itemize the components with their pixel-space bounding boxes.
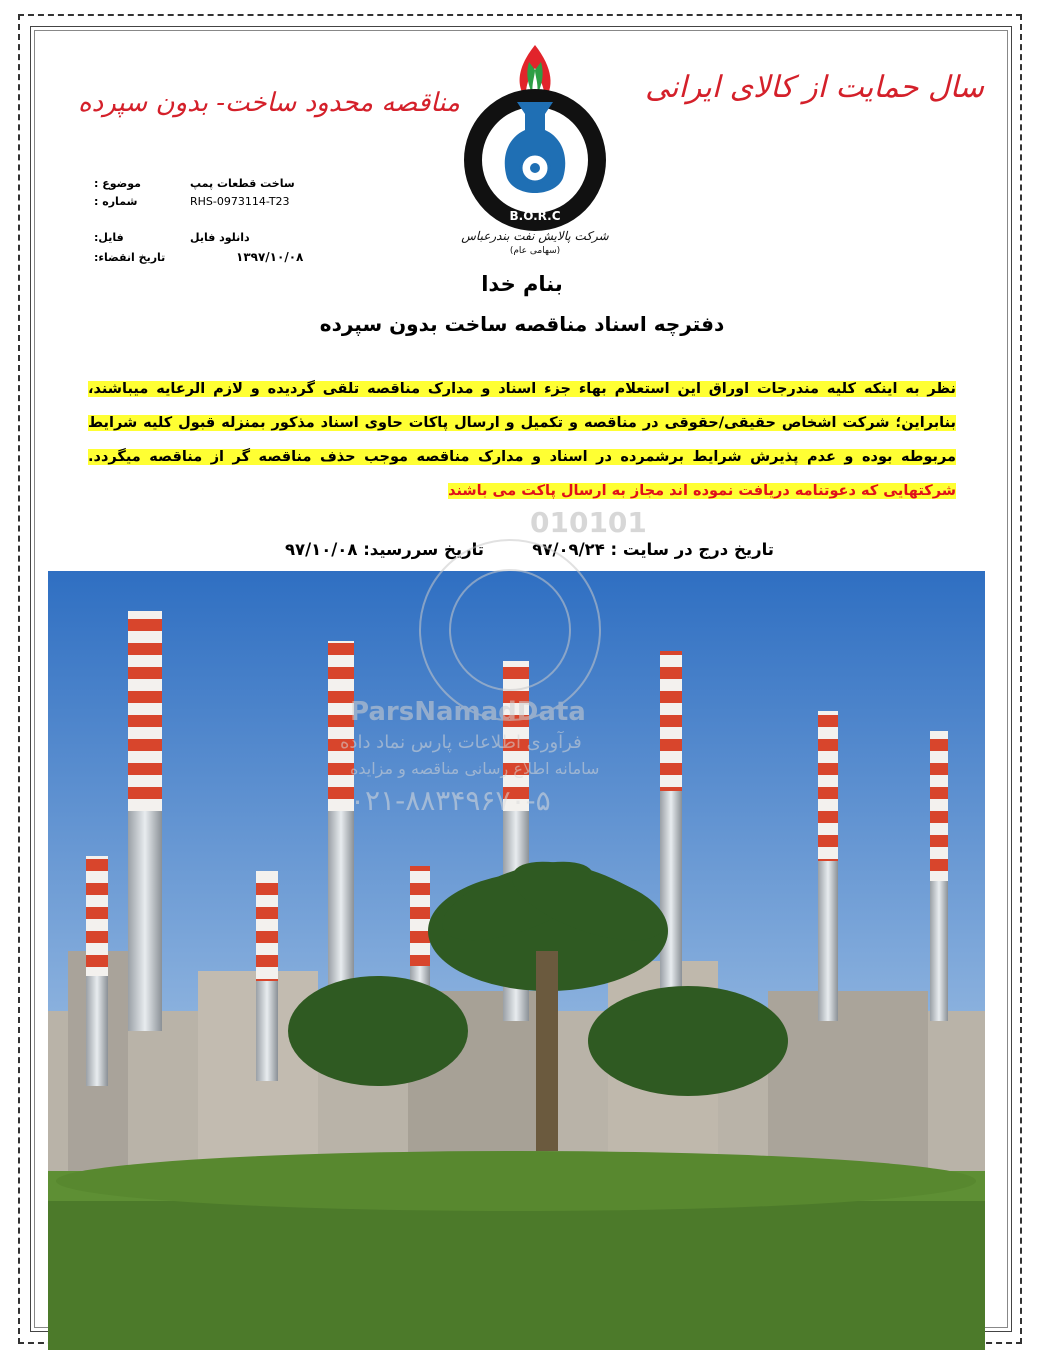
notice-text-red: شرکتهایی که دعوتنامه دریافت نموده اند مجاز به ارسال پاکت می باشند xyxy=(448,483,956,499)
logo-text: B.O.R.C xyxy=(509,209,561,223)
notice-text: نظر به اینکه کلیه مندرجات اوراق این استعلام بهاء جزء اسناد و مدارک مناقصه تلقی گردیده و لازم الرعایه میباشند، بنابراین؛ شرکت اشخاص حقیقی/حقوقی در مناقصه و تکمیل و ارسال پاکات حاوی اسناد مذکور بمنزله قبول کلیه شرایط مربوطه بوده و عدم پذیرش شرایط برشمرده در اسناد و مدارک مناقصه موجب حذف مناقصه گر از مناقصه میگردد. xyxy=(88,381,956,465)
subject-label: موضوع : xyxy=(94,177,141,190)
refinery-photo xyxy=(48,571,985,1350)
slogan: سال حمایت از کالای ایرانی xyxy=(645,70,984,105)
expiry-label: تاریخ انقضاء: xyxy=(94,251,166,264)
company-logo xyxy=(445,40,625,255)
notice-paragraph xyxy=(88,372,956,508)
page-title: بنام خدا xyxy=(481,272,563,296)
expiry-value: ۱۳۹۷/۱۰/۰۸ xyxy=(236,250,304,264)
due-date: تاریخ سررسید: ۹۷/۱۰/۰۸ xyxy=(284,540,484,559)
watermark-line1: فرآوری اطلاعات پارس نماد داده xyxy=(340,732,582,753)
number-value: RHS-0973114-T23 xyxy=(190,195,290,208)
company-subtitle: (سهامی عام) xyxy=(509,246,561,256)
number-label: : شماره xyxy=(94,195,138,208)
watermark-brand: ParsNamadData xyxy=(350,697,586,727)
file-label: فایل: xyxy=(94,231,124,244)
posted-date: تاریخ درج در سایت : ۹۷/۰۹/۲۴ xyxy=(532,540,774,559)
subject-value: ساخت قطعات پمپ xyxy=(190,177,295,190)
watermark-line2: سامانه اطلاع رسانی مناقصه و مزایده xyxy=(350,759,600,778)
document-title: دفترچه اسناد مناقصه ساخت بدون سپرده xyxy=(319,312,725,336)
watermark-phone: ۰۲۱-۸۸۳۴۹۶۷۰-۵ xyxy=(350,784,551,817)
tender-type-heading: مناقصه محدود ساخت- بدون سپرده xyxy=(78,88,460,118)
file-link[interactable]: دانلود فایل xyxy=(190,231,250,244)
watermark-digits: 010101 xyxy=(530,506,647,539)
company-name: شرکت پالایش نفت بندرعباس xyxy=(461,229,609,243)
